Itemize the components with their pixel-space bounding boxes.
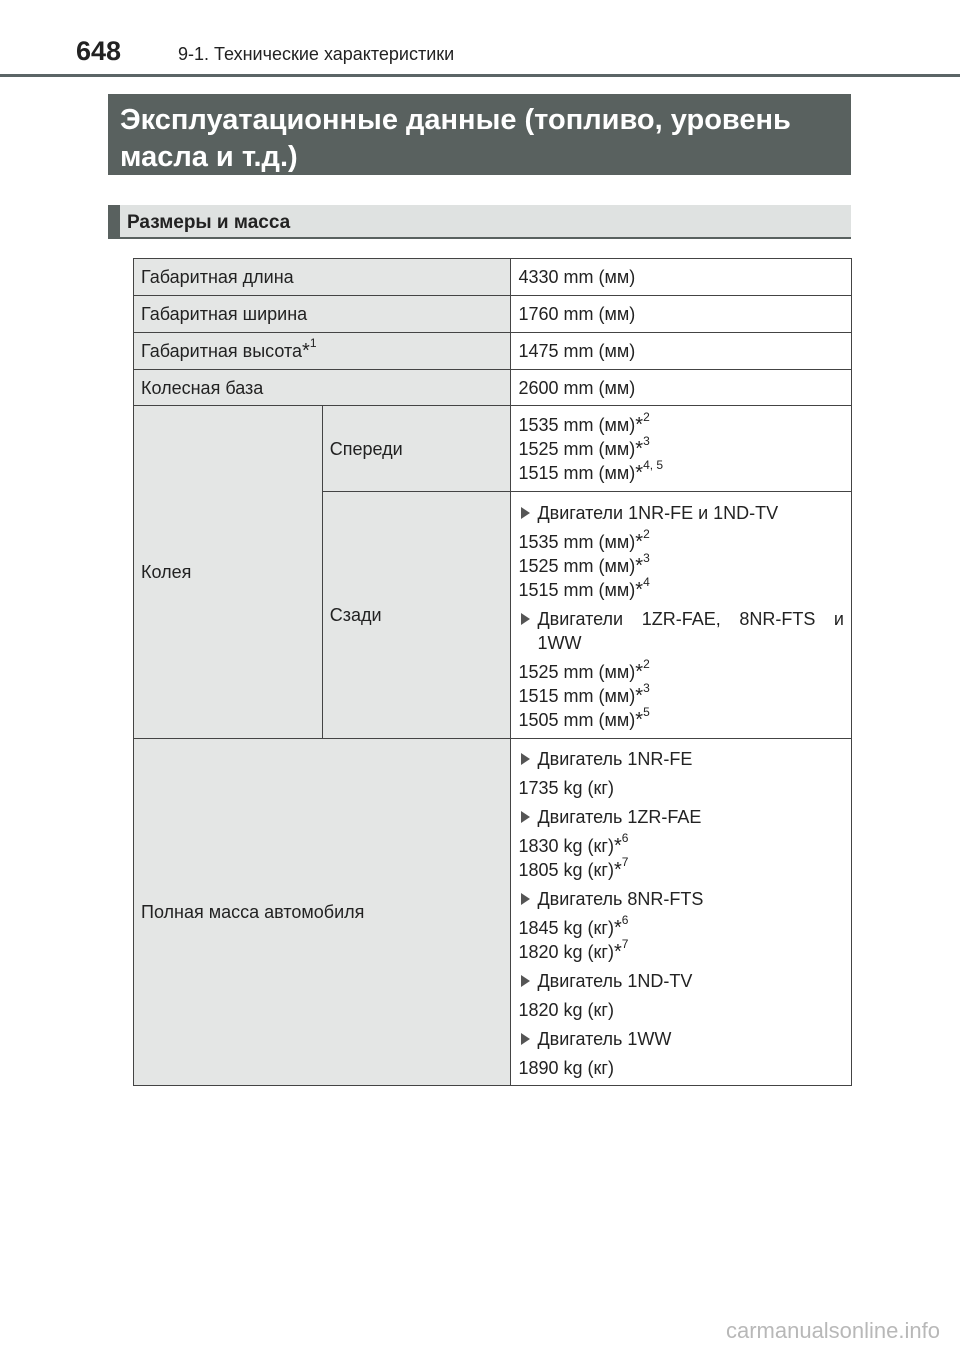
engine-heading — [518, 501, 844, 525]
footnote-mark: * — [635, 684, 644, 707]
footnote-mark: * — [302, 340, 310, 362]
engine-heading-text: Двигатель 1ND-TV — [537, 970, 693, 991]
footnote-mark: * — [635, 554, 644, 577]
track-rear-values — [511, 492, 852, 739]
footnote-mark: * — [635, 530, 644, 553]
engine-heading-text: Двигатель 1NR-FE — [537, 748, 693, 769]
footnote-ref: 3 — [643, 680, 650, 695]
footnote-ref: 7 — [621, 936, 629, 951]
value-text: 1505 mm (мм) — [518, 709, 636, 730]
table-row — [134, 406, 852, 492]
triangle-bullet-icon — [521, 893, 530, 905]
triangle-bullet-icon — [521, 811, 530, 823]
header-divider — [0, 74, 960, 77]
track-front-values — [511, 406, 852, 492]
triangle-bullet-icon — [521, 1033, 530, 1045]
value-line — [518, 656, 844, 684]
table-row — [134, 739, 852, 1086]
value-text: 1525 mm (мм) — [518, 438, 636, 459]
engine-heading-text: Двигатель 8NR-FTS — [537, 888, 704, 909]
value-line — [518, 854, 844, 882]
gross-weight-label: Полная масса автомобиля — [134, 739, 511, 1086]
footnote-ref: 2 — [643, 656, 650, 671]
footnote-ref: 3 — [643, 550, 650, 565]
footnote-ref: 7 — [621, 854, 629, 869]
value-text: 1820 kg (кг) — [518, 941, 614, 962]
engine-heading-text: Двигатель 1WW — [537, 1028, 672, 1049]
chapter-title: Эксплуатационные данные (топливо, уровень масла и т.д.) — [108, 94, 851, 175]
footnote-mark: * — [635, 413, 644, 436]
engine-heading — [518, 747, 844, 771]
value-line — [518, 526, 844, 554]
engine-heading — [518, 805, 844, 829]
triangle-bullet-icon — [521, 507, 530, 519]
value-line — [518, 704, 844, 732]
footnote-ref: 1 — [309, 336, 317, 350]
value-line — [518, 409, 844, 437]
value-text: 1845 kg (кг) — [518, 917, 614, 938]
value-text: 1535 mm (мм) — [518, 414, 636, 435]
row-value: 1760 mm (мм) — [511, 296, 852, 333]
engine-heading-text: Двигатель 1ZR-FAE — [537, 806, 702, 827]
row-label — [134, 333, 511, 370]
value-line — [518, 830, 844, 858]
footnote-mark: * — [635, 578, 644, 601]
footnote-ref: 2 — [643, 409, 650, 424]
footnote-ref: 2 — [643, 526, 650, 541]
dimensions-table — [133, 258, 852, 1086]
footnote-mark: * — [613, 834, 622, 857]
footnote-ref: 5 — [643, 704, 650, 719]
label-text: Габаритная высота — [141, 341, 303, 361]
footnote-mark: * — [613, 916, 622, 939]
value-line — [518, 680, 844, 708]
triangle-bullet-icon — [521, 753, 530, 765]
row-value: 4330 mm (мм) — [511, 259, 852, 296]
footnote-ref: 6 — [621, 912, 629, 927]
footnote-mark: * — [635, 660, 644, 683]
footnote-mark: * — [635, 461, 644, 484]
page-number: 648 — [76, 36, 122, 66]
engine-heading — [518, 969, 844, 993]
gross-weight-values — [511, 739, 852, 1086]
value-line — [518, 550, 844, 578]
value-text: 1525 mm (мм) — [518, 555, 636, 576]
footnote-mark: * — [635, 437, 644, 460]
engine-heading — [518, 887, 844, 911]
value-text: 1515 mm (мм) — [518, 462, 636, 483]
engine-heading — [518, 1027, 844, 1051]
value-line: 1735 kg (кг) — [518, 777, 614, 798]
value-text: 1515 mm (мм) — [518, 579, 636, 600]
page-header — [0, 0, 960, 78]
value-line: 1890 kg (кг) — [518, 1057, 614, 1078]
value-line — [518, 912, 844, 940]
footnote-mark: * — [635, 708, 644, 731]
triangle-bullet-icon — [521, 613, 530, 625]
value-text: 1805 kg (кг) — [518, 859, 614, 880]
footnote-ref: 6 — [621, 830, 629, 845]
row-label: Габаритная ширина — [134, 296, 511, 333]
value-line: 1820 kg (кг) — [518, 999, 614, 1020]
footnote-mark: * — [613, 858, 622, 881]
row-value: 1475 mm (мм) — [511, 333, 852, 370]
row-label: Колесная база — [134, 370, 511, 406]
table-row — [134, 296, 852, 333]
table-row — [134, 259, 852, 296]
value-text: 1830 kg (кг) — [518, 835, 614, 856]
engine-heading-text: Двигатели 1NR-FE и 1ND-TV — [537, 502, 779, 523]
row-label: Габаритная длина — [134, 259, 511, 296]
value-line — [518, 457, 844, 485]
value-text: 1515 mm (мм) — [518, 685, 636, 706]
subsection-title: Размеры и масса — [108, 205, 851, 239]
track-rear-label: Сзади — [322, 492, 511, 739]
footnote-mark: * — [613, 940, 622, 963]
value-text: 1535 mm (мм) — [518, 531, 636, 552]
track-label: Колея — [134, 406, 323, 739]
section-title: 9-1. Технические характеристики — [178, 44, 455, 64]
footnote-ref: 4, 5 — [643, 457, 664, 472]
value-line — [518, 574, 844, 602]
value-line — [518, 936, 844, 964]
track-front-label: Спереди — [322, 406, 511, 492]
footnote-ref: 3 — [643, 433, 650, 448]
watermark: carmanualsonline.info — [725, 1318, 940, 1343]
engine-heading — [518, 607, 844, 655]
triangle-bullet-icon — [521, 975, 530, 987]
value-text: 1525 mm (мм) — [518, 661, 636, 682]
table-row — [134, 333, 852, 370]
value-line — [518, 433, 844, 461]
table-row — [134, 370, 852, 406]
footnote-ref: 4 — [643, 574, 650, 589]
engine-heading-text: Двигатели 1ZR-FAE, 8NR-FTS и 1WW — [537, 608, 844, 653]
row-value: 2600 mm (мм) — [511, 370, 852, 406]
